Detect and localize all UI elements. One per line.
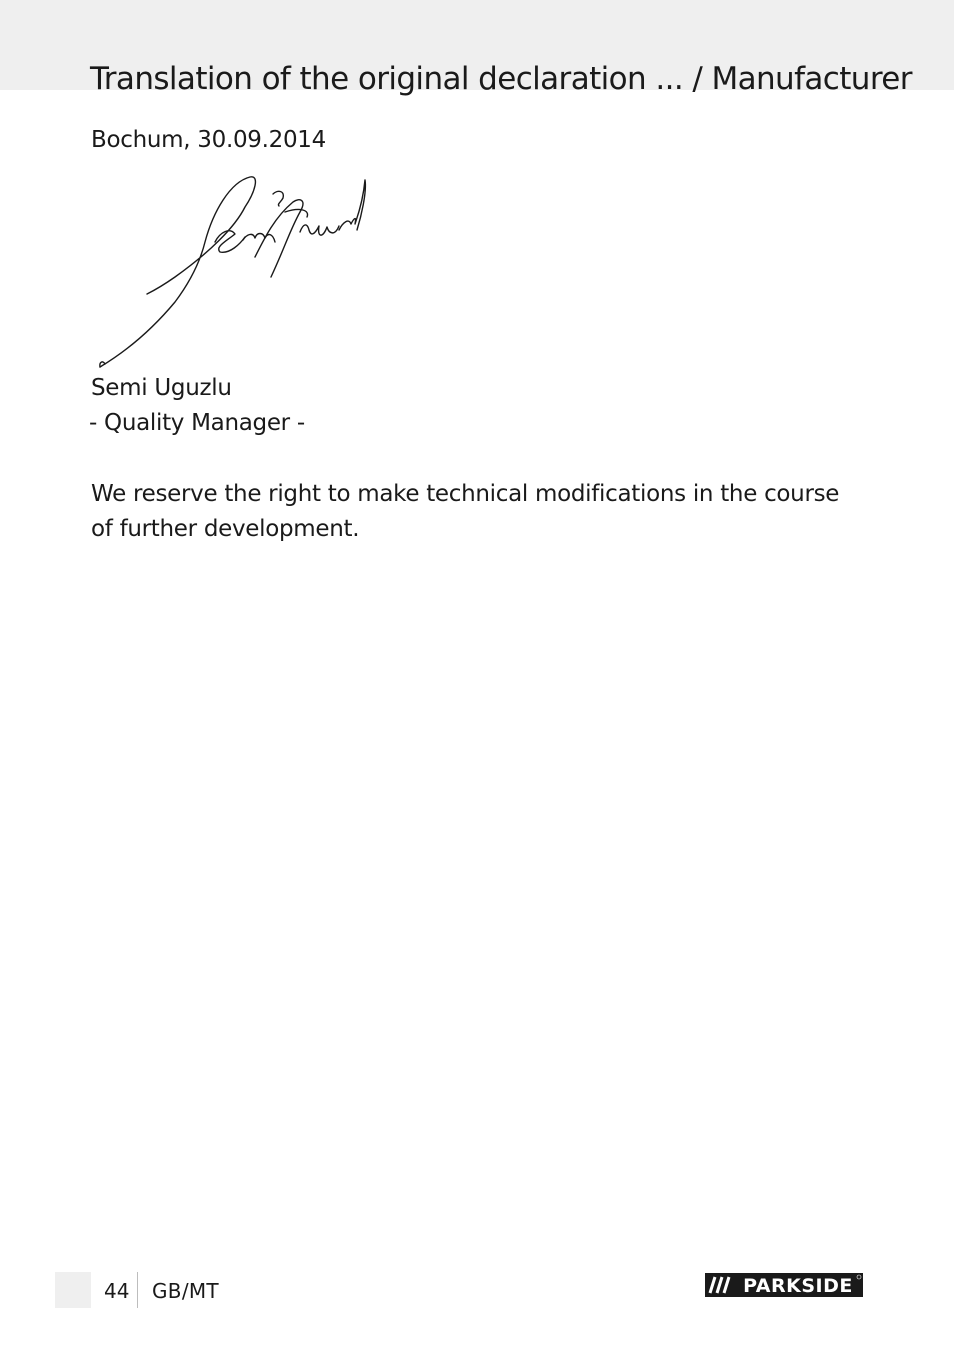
language-code: GB/MT — [152, 1279, 219, 1303]
parkside-logo — [705, 1273, 863, 1297]
footer-marker-box — [55, 1272, 91, 1308]
signature-image — [95, 172, 375, 372]
disclaimer-paragraph: We reserve the right to make technical modifications in the course of further development. — [91, 481, 840, 542]
page-title: Translation of the original declaration ... / Manufacturer — [90, 60, 912, 97]
page-number: 44 — [104, 1279, 130, 1303]
signatory-role: - Quality Manager - — [89, 410, 305, 436]
brand-name: PARKSIDE — [743, 1275, 853, 1297]
signatory-name: Semi Uguzlu — [91, 375, 232, 401]
place-date: Bochum, 30.09.2014 — [91, 127, 326, 153]
footer-divider — [137, 1272, 138, 1308]
